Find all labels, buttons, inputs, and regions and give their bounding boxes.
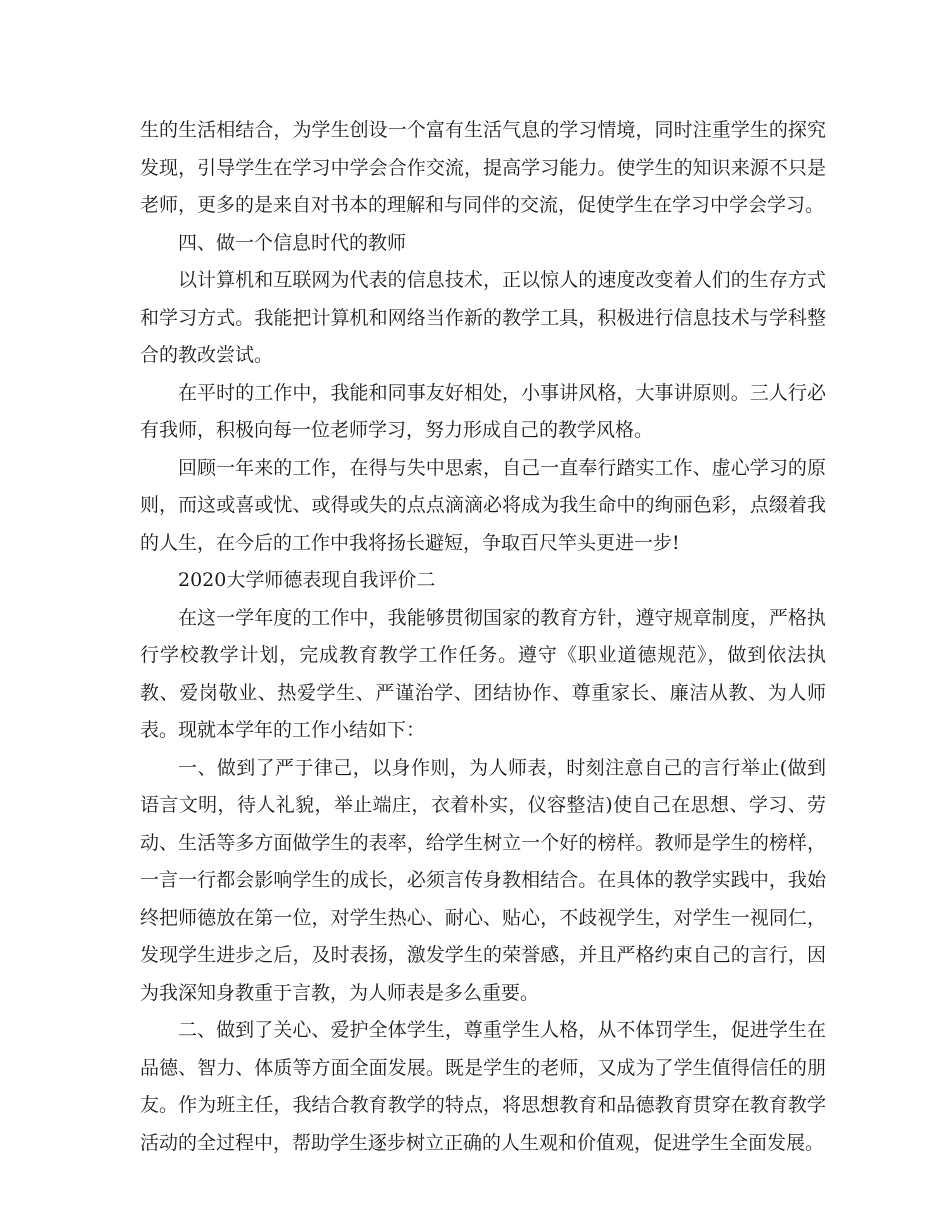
paragraph: 生的生活相结合，为学生创设一个富有生活气息的学习情境，同时注重学生的探究发现，引导学生在学习中学会合作交流，提高学习能力。使学生的知识来源不只是老师，更多的是来自对书本的理解和与同伴的交流，促使学生在学习中学会学习。 <box>140 119 826 216</box>
paragraph: 以计算机和互联网为代表的信息技术，正以惊人的速度改变着人们的生存方式和学习方式。我能把计算机和网络当作新的教学工具，积极进行信息技术与学科整合的教改尝试。 <box>140 269 826 366</box>
document-body <box>140 112 826 1162</box>
section-title: 2020大学师德表现自我评价二 <box>178 569 436 591</box>
paragraph: 在平时的工作中，我能和同事友好相处，小事讲风格，大事讲原则。三人行必有我师，积极向每一位老师学习，努力形成自己的教学风格。 <box>140 381 826 441</box>
paragraph: 在这一学年度的工作中，我能够贯彻国家的教育方针，遵守规章制度，严格执行学校教学计划，完成教育教学工作任务。遵守《职业道德规范》，做到依法执教、爱岗敬业、热爱学生、严谨治学、团结协作、尊重家长、廉洁从教、为人师表。现就本学年的工作小结如下： <box>140 606 826 741</box>
paragraph: 回顾一年来的工作，在得与失中思索，自己一直奉行踏实工作、虚心学习的原则，而这或喜或忧、或得或失的点点滴滴必将成为我生命中的绚丽色彩，点缀着我的人生，在今后的工作中我将扬长避短，争取百尺竿头更进一步! <box>140 456 826 554</box>
paragraph: 一、做到了严于律己，以身作则，为人师表，时刻注意自己的言行举止(做到语言文明，待人礼貌，举止端庄，衣着朴实，仪容整洁)使自己在思想、学习、劳动、生活等多方面做学生的表率，给学生树立一个好的榜样。教师是学生的榜样，一言一行都会影响学生的成长，必须言传身教相结合。在具体的教学实践中，我始终把师德放在第一位，对学生热心、耐心、贴心，不歧视学生，对学生一视同仁，发现学生进步之后，及时表扬，激发学生的荣誉感，并且严格约束自己的言行，因为我深知身教重于言教，为人师表是多么重要。 <box>140 756 826 1004</box>
section-heading: 四、做一个信息时代的教师 <box>178 231 407 254</box>
paragraph: 二、做到了关心、爱护全体学生，尊重学生人格，从不体罚学生，促进学生在品德、智力、体质等方面全面发展。既是学生的老师，又成为了学生值得信任的朋友。作为班主任，我结合教育教学的特点，将思想教育和品德教育贯穿在教育教学活动的全过程中，帮助学生逐步树立正确的人生观和价值观，促进学生全面发展。 <box>140 1019 826 1154</box>
